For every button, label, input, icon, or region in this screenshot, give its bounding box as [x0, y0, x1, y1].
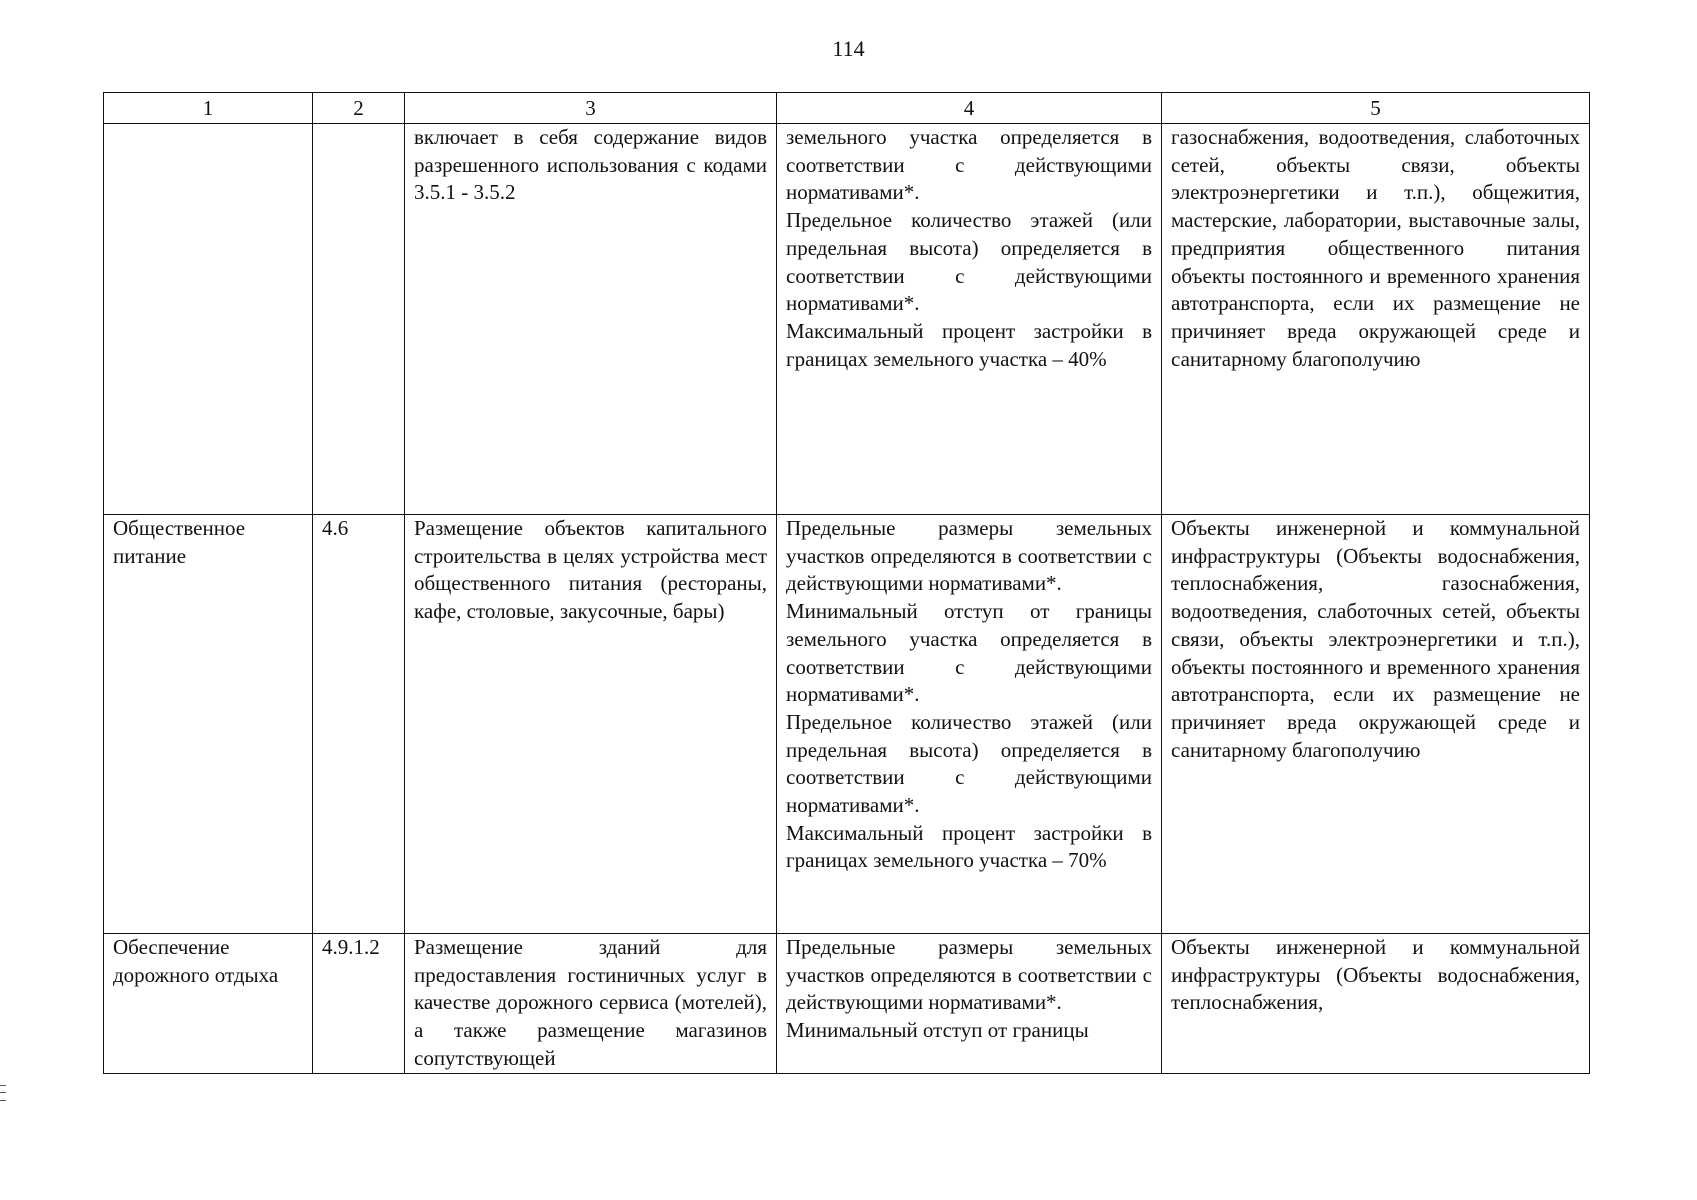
cell-auxiliary-text: газоснабжения, водоотведения, слаботочных сетей, объекты связи, объекты электроэнергетики и т.п.), общежития, мастерские, лаборатории, выставочные залы, предприятия общественного питания объекты постоянного и временного хранения автотранспорта, если их размещение не причиняет вреда окружающей среде и санитарному благополучию	[1171, 125, 1580, 371]
cell-auxiliary	[1162, 934, 1590, 1074]
cell-parameters-text: Предельные размеры земельных участков определяются в соответствии с действующими нормативами*. Минимальный отступ от границы земельного участка определяется в соответствии с действующими нормативами*. Предельное количество этажей (или предельная высота) определяется в соответствии с действующими нормативами*. Максимальный процент застройки в границах земельного участка – 70%	[786, 516, 1152, 873]
cell-description	[405, 124, 777, 515]
header-row	[104, 93, 1590, 124]
cell-auxiliary-text: Объекты инженерной и коммунальной инфраструктуры (Объекты водоснабжения, теплоснабжения,	[1171, 935, 1580, 1015]
cell-code-text: 4.6	[322, 516, 349, 540]
cell-code	[313, 515, 405, 934]
cell-description	[405, 934, 777, 1074]
cell-parameters	[777, 934, 1162, 1074]
header-col-1: 1	[104, 93, 313, 124]
header-col-2: 2	[313, 93, 405, 124]
cell-code	[313, 934, 405, 1074]
table-row	[104, 934, 1590, 1074]
cell-description-text: включает в себя содержание видов разрешенного использования с кодами 3.5.1 - 3.5.2	[414, 125, 767, 205]
header-col-5: 5	[1162, 93, 1590, 124]
header-col-3: 3	[405, 93, 777, 124]
cell-parameters	[777, 515, 1162, 934]
cell-parameters-text: Предельные размеры земельных участков определяются в соответствии с действующими нормативами*. Минимальный отступ от границы	[786, 935, 1152, 1043]
cell-name-text: Обеспечение дорожного отдыха	[113, 935, 279, 987]
scan-edge-mark	[0, 1085, 6, 1101]
cell-code-text: 4.9.1.2	[322, 935, 380, 959]
table-row	[104, 515, 1590, 934]
cell-name	[104, 934, 313, 1074]
land-use-table	[103, 92, 1590, 1074]
cell-auxiliary	[1162, 124, 1590, 515]
cell-parameters	[777, 124, 1162, 515]
page-number: 114	[832, 36, 865, 61]
cell-description-text: Размещение зданий для предоставления гостиничных услуг в качестве дорожного сервиса (мотелей), а также размещение магазинов сопутствующей	[414, 935, 767, 1070]
cell-auxiliary	[1162, 515, 1590, 934]
cell-code	[313, 124, 405, 515]
cell-description-text: Размещение объектов капитального строительства в целях устройства мест общественного питания (рестораны, кафе, столовые, закусочные, бары)	[414, 516, 767, 624]
cell-name	[104, 515, 313, 934]
cell-name-text: Общественное питание	[113, 516, 246, 568]
cell-parameters-text: земельного участка определяется в соответствии с действующими нормативами*. Предельное количество этажей (или предельная высота) определяется в соответствии с действующими нормативами*. Максимальный процент застройки в границах земельного участка – 40%	[786, 125, 1152, 371]
cell-description	[405, 515, 777, 934]
table-row	[104, 124, 1590, 515]
cell-auxiliary-text: Объекты инженерной и коммунальной инфраструктуры (Объекты водоснабжения, теплоснабжения, газоснабжения, водоотведения, слаботочных сетей, объекты связи, объекты электроэнергетики и т.п.), объекты постоянного и временного хранения автотранспорта, если их размещение не причиняет вреда окружающей среде и санитарному благополучию	[1171, 516, 1580, 762]
cell-name	[104, 124, 313, 515]
header-col-4: 4	[777, 93, 1162, 124]
